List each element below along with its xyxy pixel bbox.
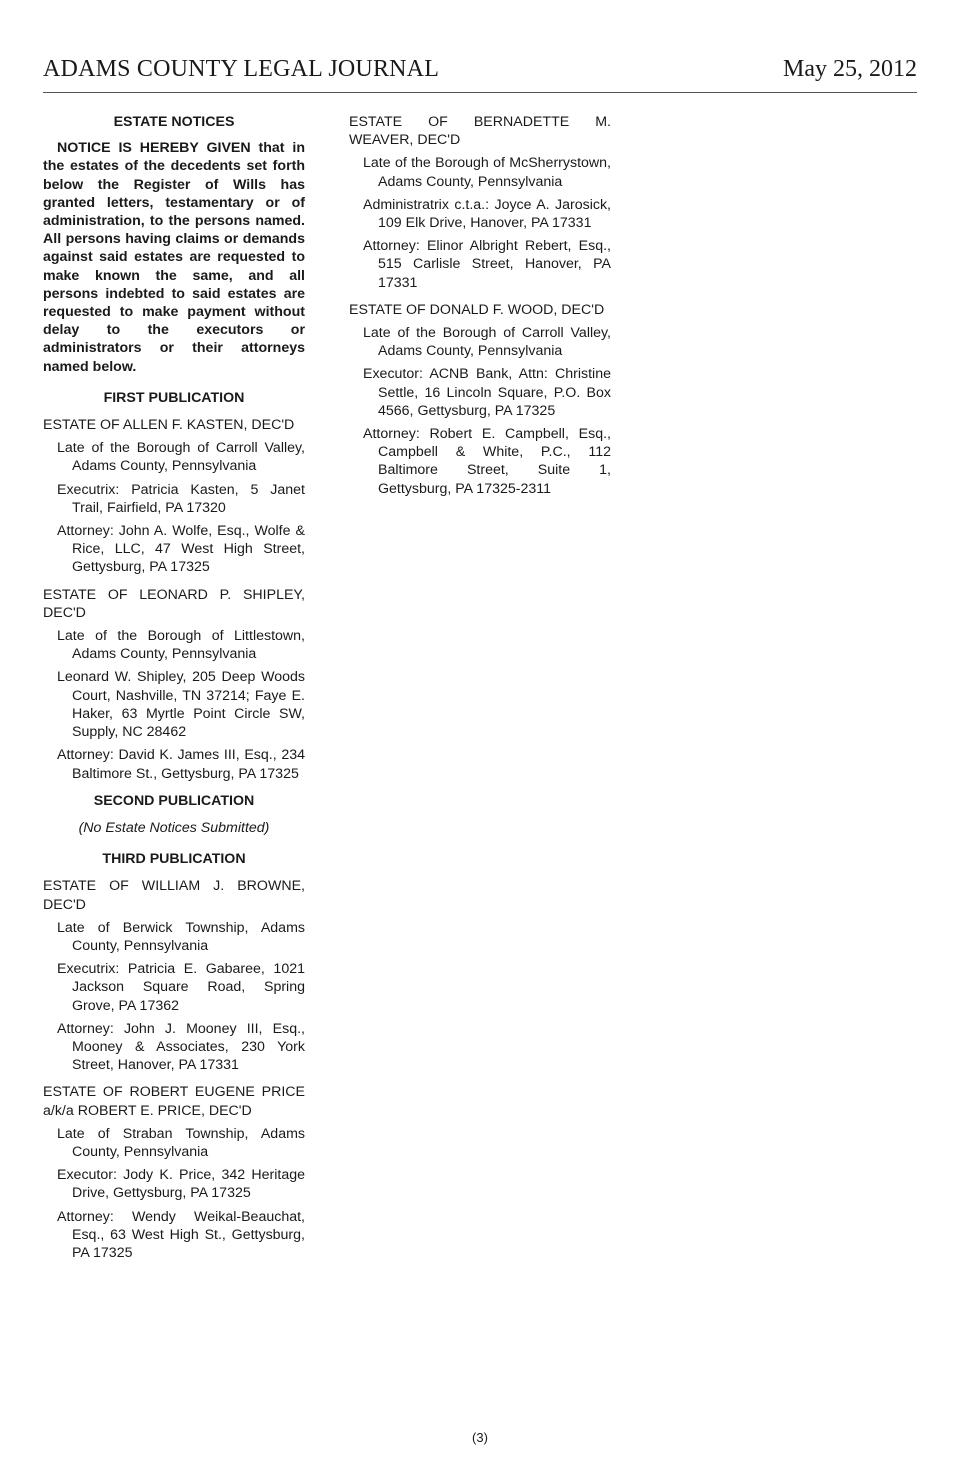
estate-residence: Late of the Borough of McSherrystown, Adams County, Pennsylvania: [363, 155, 611, 190]
estate-residence: Late of Straban Township, Adams County, Pennsylvania: [57, 1125, 305, 1160]
estate-name: ESTATE OF ROBERT EUGENE PRICE a/k/a ROBERT E. PRICE, DEC'D: [43, 1084, 305, 1119]
estate-notice: [349, 113, 611, 292]
page-header: [43, 52, 917, 93]
estate-residence: Late of Berwick Township, Adams County, Pennsylvania: [57, 919, 305, 954]
estate-residence: Late of the Borough of Carroll Valley, Adams County, Pennsylvania: [57, 440, 305, 475]
estate-executor: Executor: ACNB Bank, Attn: Christine Settle, 16 Lincoln Square, P.O. Box 4566, Gettysburg, PA 17325: [363, 366, 611, 419]
estate-notice: [43, 586, 305, 783]
right-column: [349, 113, 611, 507]
issue-date: May 25, 2012: [783, 56, 917, 82]
estate-attorney: Attorney: David K. James III, Esq., 234 Baltimore St., Gettysburg, PA 17325: [57, 747, 305, 782]
journal-title: ADAMS COUNTY LEGAL JOURNAL: [43, 56, 440, 82]
no-notices-note: (No Estate Notices Submitted): [78, 819, 270, 836]
estate-notice: [43, 416, 305, 577]
estate-executor: Executrix: Patricia E. Gabaree, 1021 Jackson Square Road, Spring Grove, PA 17362: [57, 961, 305, 1014]
estate-attorney: Attorney: Elinor Albright Rebert, Esq., 515 Carlisle Street, Hanover, PA 17331: [363, 238, 611, 291]
third-publication-heading: THIRD PUBLICATION: [102, 851, 246, 868]
page-number: (3): [472, 1430, 488, 1445]
first-publication-heading: FIRST PUBLICATION: [103, 389, 245, 406]
notice-intro: NOTICE IS HEREBY GIVEN that in the estates of the decedents set forth below the Register of Wills has granted letters, testamentary or of administration, to the persons named. All persons having claims or demands against said estates are requested to make known the same, and all persons indebted to said estates are requested to make payment without delay to the executors or administrators or their attorneys named below.: [43, 140, 305, 375]
estate-executor: Executrix: Patricia Kasten, 5 Janet Trail, Fairfield, PA 17320: [57, 481, 305, 516]
estate-notices-title: ESTATE NOTICES: [113, 114, 235, 130]
estate-executor: Leonard W. Shipley, 205 Deep Woods Court, Nashville, TN 37214; Faye E. Haker, 63 Myrtle Point Circle SW, Supply, NC 28462: [57, 669, 305, 741]
second-publication-heading: SECOND PUBLICATION: [93, 792, 255, 809]
estate-name: ESTATE OF BERNADETTE M. WEAVER, DEC'D: [349, 114, 611, 149]
estate-name: ESTATE OF WILLIAM J. BROWNE, DEC'D: [43, 878, 305, 913]
estate-name: ESTATE OF LEONARD P. SHIPLEY, DEC'D: [43, 586, 305, 621]
estate-attorney: Attorney: Robert E. Campbell, Esq., Campbell & White, P.C., 112 Baltimore Street, Suite 1, Gettysburg, PA 17325-2311: [363, 426, 611, 497]
estate-notice: [349, 301, 611, 498]
estate-residence: Late of the Borough of Littlestown, Adams County, Pennsylvania: [57, 628, 305, 663]
estate-name: ESTATE OF DONALD F. WOOD, DEC'D: [349, 301, 605, 318]
estate-attorney: Attorney: John J. Mooney III, Esq., Mooney & Associates, 230 York Street, Hanover, PA 17331: [57, 1020, 305, 1074]
estate-notice: [43, 877, 305, 1074]
estate-administrator: Administratrix c.t.a.: Joyce A. Jarosick, 109 Elk Drive, Hanover, PA 17331: [363, 196, 611, 232]
estate-notice: [43, 1083, 305, 1262]
left-column: [43, 113, 305, 1271]
estate-residence: Late of the Borough of Carroll Valley, Adams County, Pennsylvania: [363, 325, 611, 360]
estate-attorney: Attorney: John A. Wolfe, Esq., Wolfe & Rice, LLC, 47 West High Street, Gettysburg, PA 17325: [57, 523, 305, 576]
estate-attorney: Attorney: Wendy Weikal-Beauchat, Esq., 63 West High St., Gettysburg, PA 17325: [57, 1208, 305, 1261]
estate-executor: Executor: Jody K. Price, 342 Heritage Drive, Gettysburg, PA 17325: [57, 1167, 305, 1202]
estate-name: ESTATE OF ALLEN F. KASTEN, DEC'D: [43, 417, 295, 434]
